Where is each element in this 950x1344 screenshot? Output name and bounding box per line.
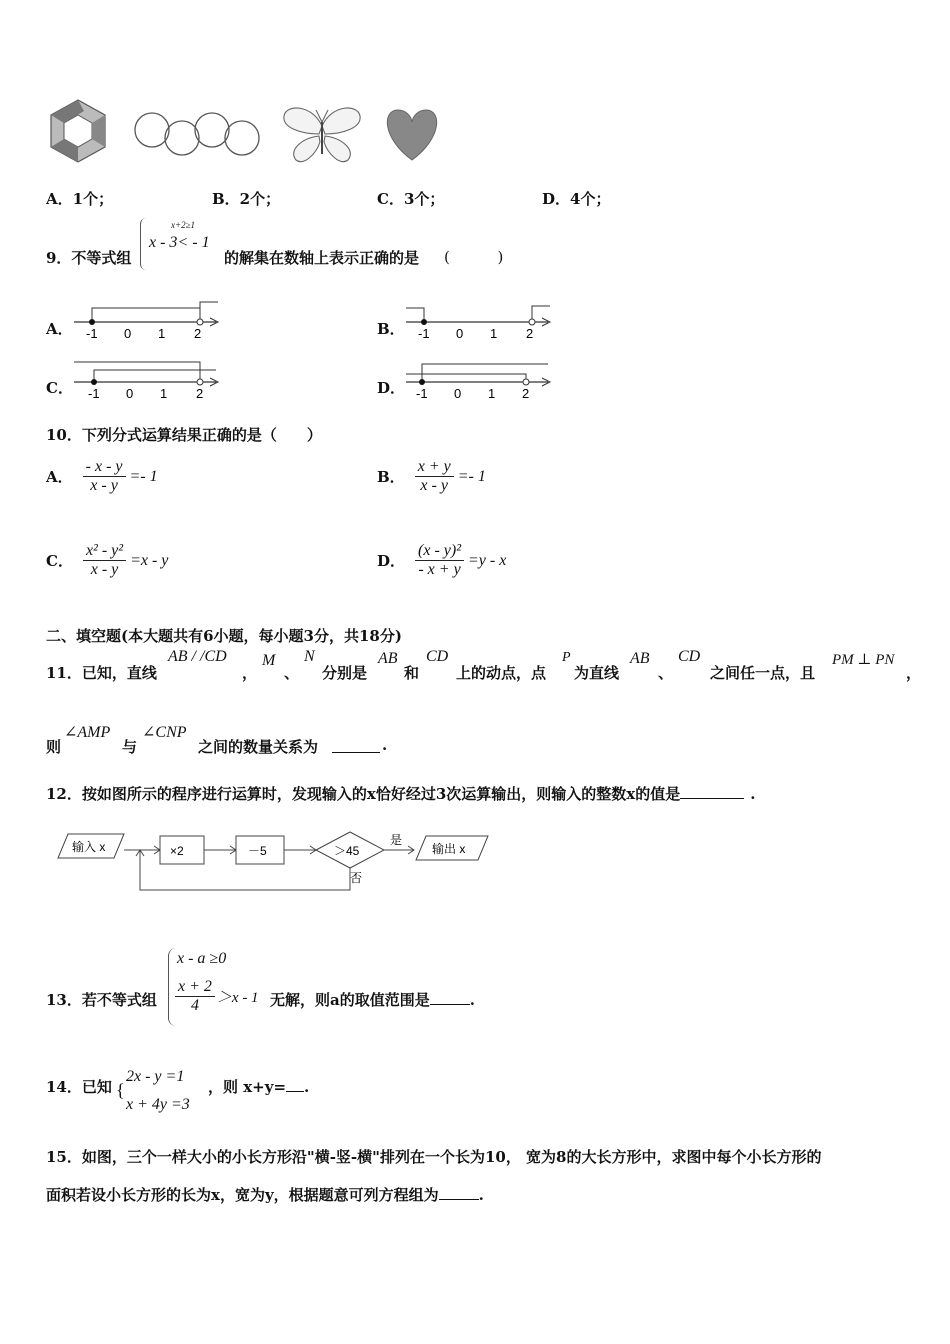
q10-c-num: x² - y² xyxy=(83,542,126,561)
q10-b-num: x + y xyxy=(415,458,454,477)
q10-c-den: x - y xyxy=(90,561,119,578)
q12-answer-blank[interactable] xyxy=(680,784,744,799)
q12-end: . xyxy=(750,785,756,803)
q11-perp: PM ⊥ PN xyxy=(832,652,895,668)
q15-answer-blank[interactable] xyxy=(439,1185,479,1200)
q15-end: . xyxy=(478,1186,484,1204)
q11-line2 xyxy=(46,722,546,758)
tick: -1 xyxy=(416,386,428,401)
q9-option-b[interactable]: B． xyxy=(377,320,405,338)
q14-brace: { xyxy=(116,1080,125,1100)
flow-no-label: 否 xyxy=(350,871,363,885)
butterfly-figure xyxy=(284,108,360,162)
q10-a-rhs: =- 1 xyxy=(129,467,158,485)
q9-option-c[interactable]: C． xyxy=(46,379,73,397)
q11-amp: ∠AMP xyxy=(64,724,111,741)
q10-stem: 10．下列分式运算结果正确的是（ ） xyxy=(46,426,322,444)
q13-den: 4 xyxy=(190,997,199,1014)
q11-CD: CD xyxy=(426,648,449,665)
section-2-heading: 二、填空题(本大题共有6小题，每小题3分，共18分) xyxy=(46,627,402,645)
q11-l2a: 则 xyxy=(46,738,62,756)
q11-end: . xyxy=(382,736,388,754)
q10-c-rhs: =x - y xyxy=(130,551,169,569)
q10-c-frac xyxy=(83,542,126,579)
q11-he: 和 xyxy=(404,664,420,682)
tick: -1 xyxy=(86,326,98,341)
q14-bottom: x + 4y =3 xyxy=(126,1096,190,1113)
flow-input-label: 输入 x xyxy=(72,840,106,854)
tick: 1 xyxy=(490,326,498,341)
q14-suffix: ，则 x+y= xyxy=(208,1078,287,1096)
q10-c-label: C． xyxy=(46,552,73,570)
q14-suffix-line xyxy=(208,1076,309,1097)
q13-suffix-line xyxy=(270,989,475,1010)
q10-option-d[interactable] xyxy=(377,542,506,579)
q12-stem xyxy=(46,783,755,804)
q11-dun2: 、 xyxy=(658,664,674,682)
tick: 2 xyxy=(196,386,204,401)
q11-dun1: 、 xyxy=(284,664,300,682)
q10-a-label: A． xyxy=(46,468,73,486)
q9-numberline-d xyxy=(402,356,562,402)
q9-system xyxy=(140,218,227,270)
q10-b-den: x - y xyxy=(420,477,448,494)
q13-answer-blank[interactable] xyxy=(430,990,470,1005)
flow-minus-label: －5 xyxy=(248,844,267,858)
q11-l2b: 之间的数量关系为 xyxy=(198,738,319,756)
q10-d-num: (x - y)² xyxy=(415,542,464,561)
q10-option-a[interactable] xyxy=(46,458,158,495)
tick: 0 xyxy=(126,386,134,401)
q9-sys-top: x+2≥1 xyxy=(171,220,196,230)
q13-num: x + 2 xyxy=(175,978,215,997)
q9-sys-bottom xyxy=(149,234,210,252)
q15-line2: 面积若设小长方形的长为x，宽为y，根据题意可列方程组为 xyxy=(46,1186,439,1204)
q9-numberline-c xyxy=(70,356,230,402)
tick: 2 xyxy=(194,326,202,341)
q10-d-den: - x + y xyxy=(418,561,461,578)
tick: 1 xyxy=(160,386,168,401)
hexagon-arrows-figure xyxy=(51,100,105,162)
q11-ab-cd: AB / /CD xyxy=(168,648,227,665)
q10-b-label: B． xyxy=(377,468,405,486)
q12-flowchart xyxy=(54,824,494,898)
q11-p1: 11．已知，直线 xyxy=(46,664,157,682)
q10-a-num: - x - y xyxy=(83,458,126,477)
q11-p5: 之间任一点，且 xyxy=(710,664,816,682)
q11-comma1: ， xyxy=(242,664,258,682)
q11-cnp: ∠CNP xyxy=(142,724,187,741)
q14-prefix: 14．已知 xyxy=(46,1078,112,1096)
q11-p2: 分别是 xyxy=(322,664,368,682)
q11-p3: 上的动点，点 xyxy=(456,664,547,682)
flow-cond-label: ＞45 xyxy=(334,844,360,858)
q11-CD2: CD xyxy=(678,648,701,665)
q13-suffix: 无解，则a的取值范围是 xyxy=(270,991,430,1009)
q15-line1: 15．如图，三个一样大小的小长方形沿"横-竖-横"排列在一个长为10， 宽为8的大长方形中，求图中每个小长方形的 xyxy=(46,1148,822,1166)
tick: -1 xyxy=(88,386,100,401)
q9-numberline-a xyxy=(70,298,230,344)
tick: 2 xyxy=(526,326,534,341)
tick: 0 xyxy=(454,386,462,401)
q8-figures xyxy=(40,98,450,168)
q9-suffix: 的解集在数轴上表示正确的是 xyxy=(224,249,420,267)
q11-AB: AB xyxy=(378,650,398,667)
q10-option-b[interactable] xyxy=(377,458,486,495)
q14-top: 2x - y =1 xyxy=(126,1068,185,1085)
q11-answer-blank[interactable] xyxy=(332,736,380,753)
q9-option-a[interactable]: A． xyxy=(46,320,73,338)
q13-top: x - a ≥0 xyxy=(177,950,227,967)
q13-prefix: 13．若不等式组 xyxy=(46,991,157,1009)
flow-output-label: 输出 x xyxy=(432,842,466,856)
q10-a-den: x - y xyxy=(90,477,118,494)
q10-b-frac xyxy=(415,458,454,495)
q8-option-d[interactable]: D．4个； xyxy=(542,190,611,208)
q10-option-c[interactable] xyxy=(46,542,168,579)
q13-end: . xyxy=(469,991,475,1009)
tick: 1 xyxy=(488,386,496,401)
q9-prefix: 9．不等式组 xyxy=(46,249,132,267)
tick: 1 xyxy=(158,326,166,341)
q10-d-frac xyxy=(415,542,464,579)
q9-sys-bottom-right: < - 1 xyxy=(177,234,210,251)
q15-line2-wrap xyxy=(46,1184,484,1205)
q13-system xyxy=(168,948,273,1026)
q11-comma2: ， xyxy=(906,664,922,682)
q13-rhs: ＞x - 1 xyxy=(216,990,259,1006)
q14-end: . xyxy=(304,1078,310,1096)
tick: -1 xyxy=(418,326,430,341)
flow-times-label: ×2 xyxy=(170,844,184,858)
flow-yes-label: 是 xyxy=(390,833,403,847)
q8-option-a[interactable]: A．1个； xyxy=(46,190,114,208)
q14-answer-blank[interactable] xyxy=(286,1077,304,1092)
q11-N: N xyxy=(304,648,315,665)
q9-option-d[interactable]: D． xyxy=(377,379,406,397)
olympic-rings-figure xyxy=(135,113,259,155)
q8-option-c[interactable]: C．3个； xyxy=(377,190,445,208)
q10-d-rhs: =y - x xyxy=(468,551,507,569)
q8-option-b[interactable]: B．2个； xyxy=(212,190,281,208)
q9-sys-bottom-left: x - 3 xyxy=(149,234,178,251)
q11-line1 xyxy=(46,648,926,688)
q13-frac xyxy=(175,978,215,1015)
tick: 2 xyxy=(522,386,530,401)
q11-M: M xyxy=(262,652,276,669)
q11-AB2: AB xyxy=(630,650,650,667)
q10-b-rhs: =- 1 xyxy=(457,467,486,485)
q13-bottom xyxy=(175,978,259,1015)
q11-p4: 为直线 xyxy=(574,664,620,682)
q11-P: P xyxy=(562,650,571,665)
q11-yu: 与 xyxy=(122,738,138,756)
tick: 0 xyxy=(456,326,464,341)
q10-a-frac xyxy=(83,458,126,495)
q9-paren: ( ) xyxy=(444,248,504,266)
tick: 0 xyxy=(124,326,132,341)
heart-figure xyxy=(387,110,436,160)
q9-numberline-b xyxy=(402,298,562,344)
q12-stem-text: 12．按如图所示的程序进行运算时，发现输入的x恰好经过3次运算输出，则输入的整数x的值是 xyxy=(46,785,681,803)
q10-d-label: D． xyxy=(377,552,406,570)
